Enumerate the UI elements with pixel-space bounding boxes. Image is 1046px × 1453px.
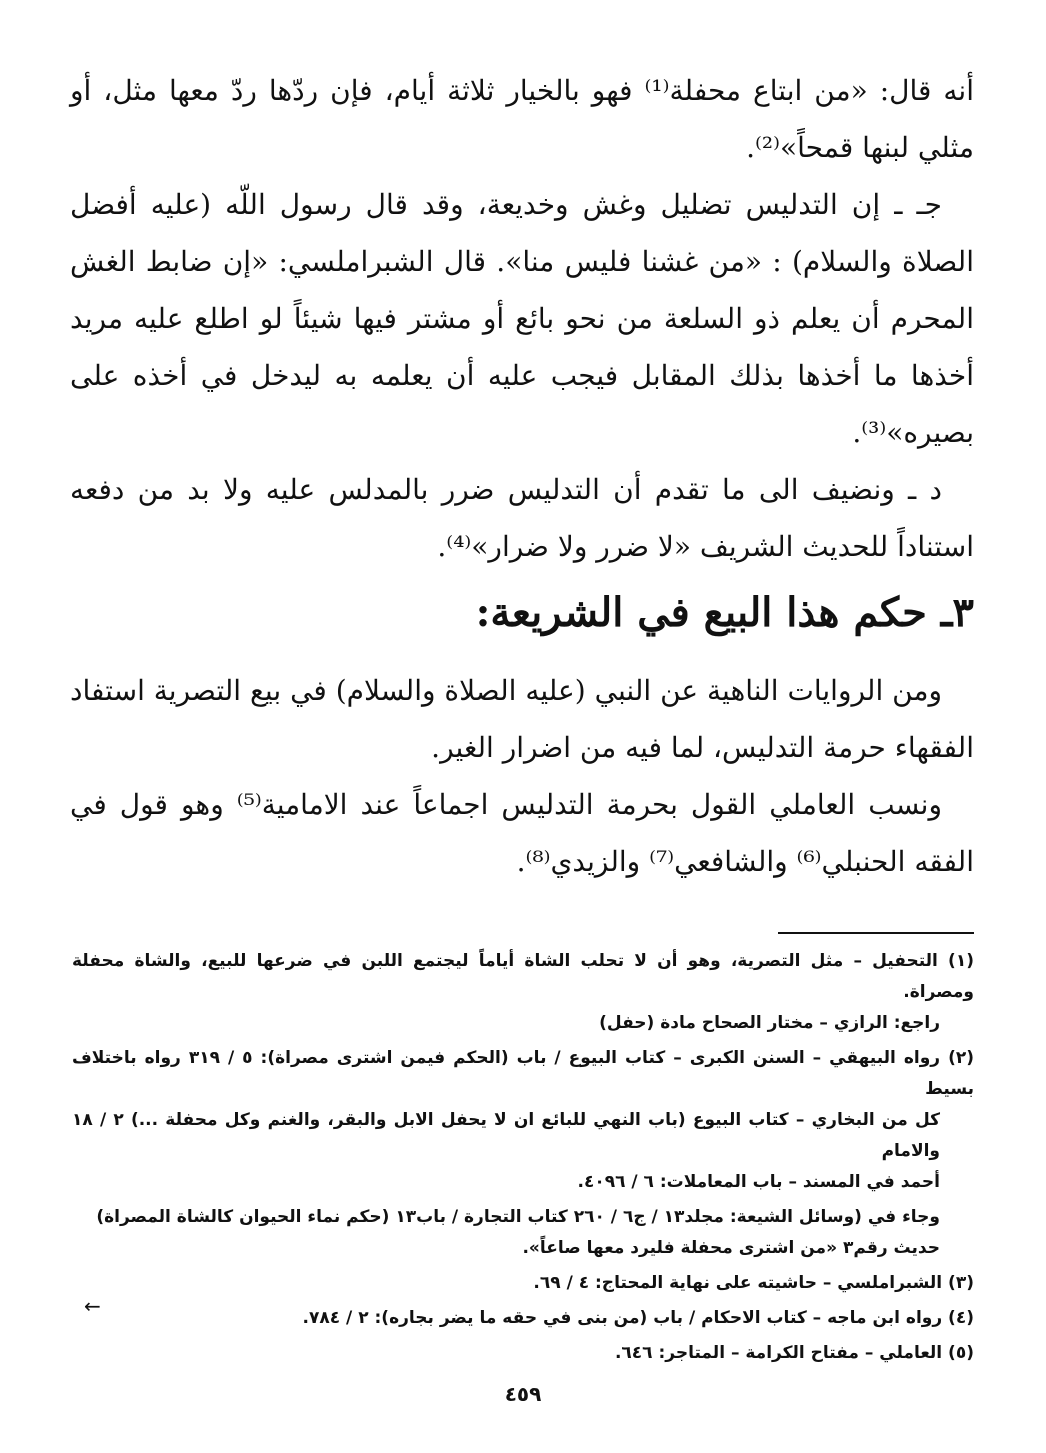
paragraph-rulings: ومن الروايات الناهية عن النبي (عليه الصلاة والسلام) في بيع التصرية استفاد الفقهاء حرمة التدليس، لما فيه من اضرار الغير. bbox=[70, 674, 974, 764]
footnote-5: (٥) العاملي – مفتاح الكرامة – المتاجر: ٦٤٦. bbox=[614, 1343, 974, 1363]
paragraph-consensus: ونسب العاملي القول بحرمة التدليس اجماعاً عند الامامية⁽⁵⁾ وهو قول في الفقه الحنبلي⁽⁶⁾ والشافعي⁽⁷⁾ والزيدي⁽⁸⁾. bbox=[70, 788, 974, 878]
paragraph-point-jeem: جـ ـ إن التدليس تضليل وغش وخديعة، وقد قال رسول اللّه (عليه أفضل الصلاة والسلام) : «من غشنا فليس منا». قال الشبراملسي: «إن ضابط الغش المحرم أن يعلم ذو السلعة من نحو بائع أو مشتر فيها شيئاً لو اطلع عليه مريد أخذها ما أخذها بذلك المقابل فيجب عليه أن يعلمه به ليدخل في أخذه على بصيره»⁽³⁾. bbox=[70, 188, 974, 449]
footnote-2 bbox=[72, 1043, 974, 1198]
footnote-4: (٤) رواه ابن ماجه – كتاب الاحكام / باب (من بنى في حقه ما يضر بجاره): ٢ / ٧٨٤. bbox=[302, 1308, 974, 1328]
footnote-2-line-4: وجاء في (وسائل الشيعة: مجلد١٣ / ج٦ / ٢٦٠ كتاب التجارة / باب١٣ (حكم نماء الحيوان كالشاة المصراة) bbox=[96, 1207, 940, 1227]
paragraph-hadith: أنه قال: «من ابتاع محفلة⁽¹⁾ فهو بالخيار ثلاثة أيام، فإن ردّها ردّ معها مثل، أو مثلي لبنها قمحاً»⁽²⁾. bbox=[70, 74, 974, 164]
footnote-1-line-1: (١) التحفيل – مثل التصرية، وهو أن لا تحلب الشاة أياماً ليجتمع اللبن في ضرعها للبيع، والشاة محفلة ومصراة. bbox=[72, 951, 974, 1002]
footnote-2-line-2: كل من البخاري – كتاب البيوع (باب النهي للبائع ان لا يحفل الابل والبقر، والغنم وكل محفلة ...) ٢ / ١٨ والامام bbox=[72, 1110, 940, 1161]
continuation-arrow-icon: ← bbox=[84, 1294, 101, 1318]
page-number: ٤٥٩ bbox=[504, 1382, 542, 1406]
paragraph-point-dal: د ـ ونضيف الى ما تقدم أن التدليس ضرر بالمدلس عليه ولا بد من دفعه استناداً للحديث الشريف «لا ضرر ولا ضرار»⁽⁴⁾. bbox=[70, 473, 974, 563]
section-heading: ٣ـ حكم هذا البيع في الشريعة: bbox=[475, 589, 974, 636]
body-text-section bbox=[70, 662, 974, 890]
footnote-1 bbox=[72, 946, 974, 1039]
footnote-separator bbox=[778, 932, 974, 934]
footnote-3: (٣) الشبراملسي – حاشيته على نهاية المحتاج: ٤ / ٦٩. bbox=[533, 1273, 974, 1293]
footnote-2-line-1: (٢) رواه البيهقي – السنن الكبرى – كتاب البيوع / باب (الحكم فيمن اشترى مصراة): ٥ / ٣١٩ رواه باختلاف بسيط bbox=[72, 1048, 975, 1099]
footnote-1-line-2: راجع: الرازي – مختار الصحاح مادة (حفل) bbox=[599, 1013, 940, 1033]
footnote-2-line-3: أحمد في المسند – باب المعاملات: ٦ / ٤٠٩٦. bbox=[577, 1172, 940, 1192]
body-text-top bbox=[70, 62, 974, 575]
footnotes bbox=[72, 946, 974, 1373]
footnote-2-extra bbox=[72, 1202, 974, 1264]
footnote-2-line-5: حديث رقم٣ «من اشترى محفلة فليرد معها صاعاً». bbox=[522, 1238, 940, 1258]
